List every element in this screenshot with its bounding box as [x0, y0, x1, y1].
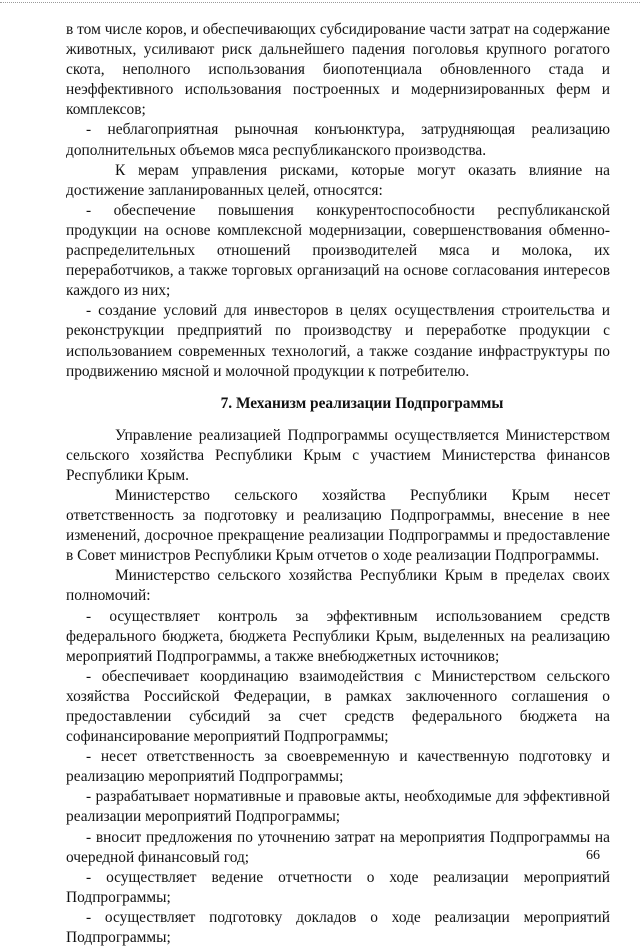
- power-item-cost-proposals: - вносит предложения по уточнению затрат на мероприятия Подпрограммы на очередной финансовый год;: [66, 828, 610, 866]
- paragraph-responsibility: Министерство сельского хозяйства Республики Крым несет ответственность за подготовку и реализацию Подпрограммы, внесение в нее изменений, досрочное прекращение реализации Подпрограммы и предоставление в Совет министров Республики Крым отчетов о ходе реализации Подпрограммы.: [66, 486, 610, 565]
- measure-item-investors: - создание условий для инвесторов в целях осуществления строительства и реконструкции предприятий по производству и переработке продукции с использованием современных технологий, а также создание инфраструктуры по продвижению мясной и молочной продукции к потребителю.: [66, 302, 610, 380]
- power-item-reporting: - осуществляет ведение отчетности о ходе реализации мероприятий Подпрограммы;: [66, 868, 610, 906]
- paragraph-management: Управление реализацией Подпрограммы осуществляется Министерством сельского хозяйства Республики Крым с участием Министерства финансов Республики Крым.: [66, 426, 610, 484]
- paragraph-risk-measures-intro: К мерам управления рисками, которые могут оказать влияние на достижение запланированных целей, относятся:: [66, 161, 610, 199]
- power-item-responsibility: - несет ответственность за своевременную и качественную подготовку и реализацию мероприятий Подпрограммы;: [66, 748, 610, 786]
- power-item-reports-preparation: - осуществляет подготовку докладов о ходе реализации мероприятий Подпрограммы;: [66, 908, 610, 947]
- measure-item-competitiveness: - обеспечение повышения конкурентоспособности республиканской продукции на основе комплексной модернизации, совершенствования обменно-распределительных отношений производителей мяса и молока, их переработчиков, а также торговых организаций на основе согласования интересов каждого из них;: [66, 201, 610, 300]
- power-item-legal-acts: - разрабатывает нормативные и правовые акты, необходимые для эффективной реализации мероприятий Подпрограммы;: [66, 788, 610, 826]
- page-body: [66, 20, 610, 948]
- paragraph-powers-intro: Министерство сельского хозяйства Республики Крым в пределах своих полномочий:: [66, 567, 610, 605]
- section-heading: 7. Механизм реализации Подпрограммы: [220, 394, 504, 412]
- page-number: 66: [586, 848, 600, 863]
- risk-item-market: - неблагоприятная рыночная конъюнктура, затрудняющая реализацию дополнительных объемов мяса республиканского производства.: [66, 121, 610, 159]
- scan-top-edge: [0, 2, 640, 3]
- paragraph-continuation: в том числе коров, и обеспечивающих субсидирование части затрат на содержание животных, усиливают риск дальнейшего падения поголовья крупного рогатого скота, неполного использования биопотенциала обновленного стада и неэффективного использования построенных и модернизированных ферм и комплексов;: [66, 21, 610, 119]
- power-item-coordination: - обеспечивает координацию взаимодействия с Министерством сельского хозяйства Российской Федерации, в рамках заключенного соглашения о предоставлении субсидий за счет средств федерального бюджета на софинансирование мероприятий Подпрограммы;: [66, 667, 610, 746]
- power-item-control: - осуществляет контроль за эффективным использованием средств федерального бюджета, бюджета Республики Крым, выделенных на реализацию мероприятий Подпрограммы, а также внебюджетных источников;: [66, 607, 610, 665]
